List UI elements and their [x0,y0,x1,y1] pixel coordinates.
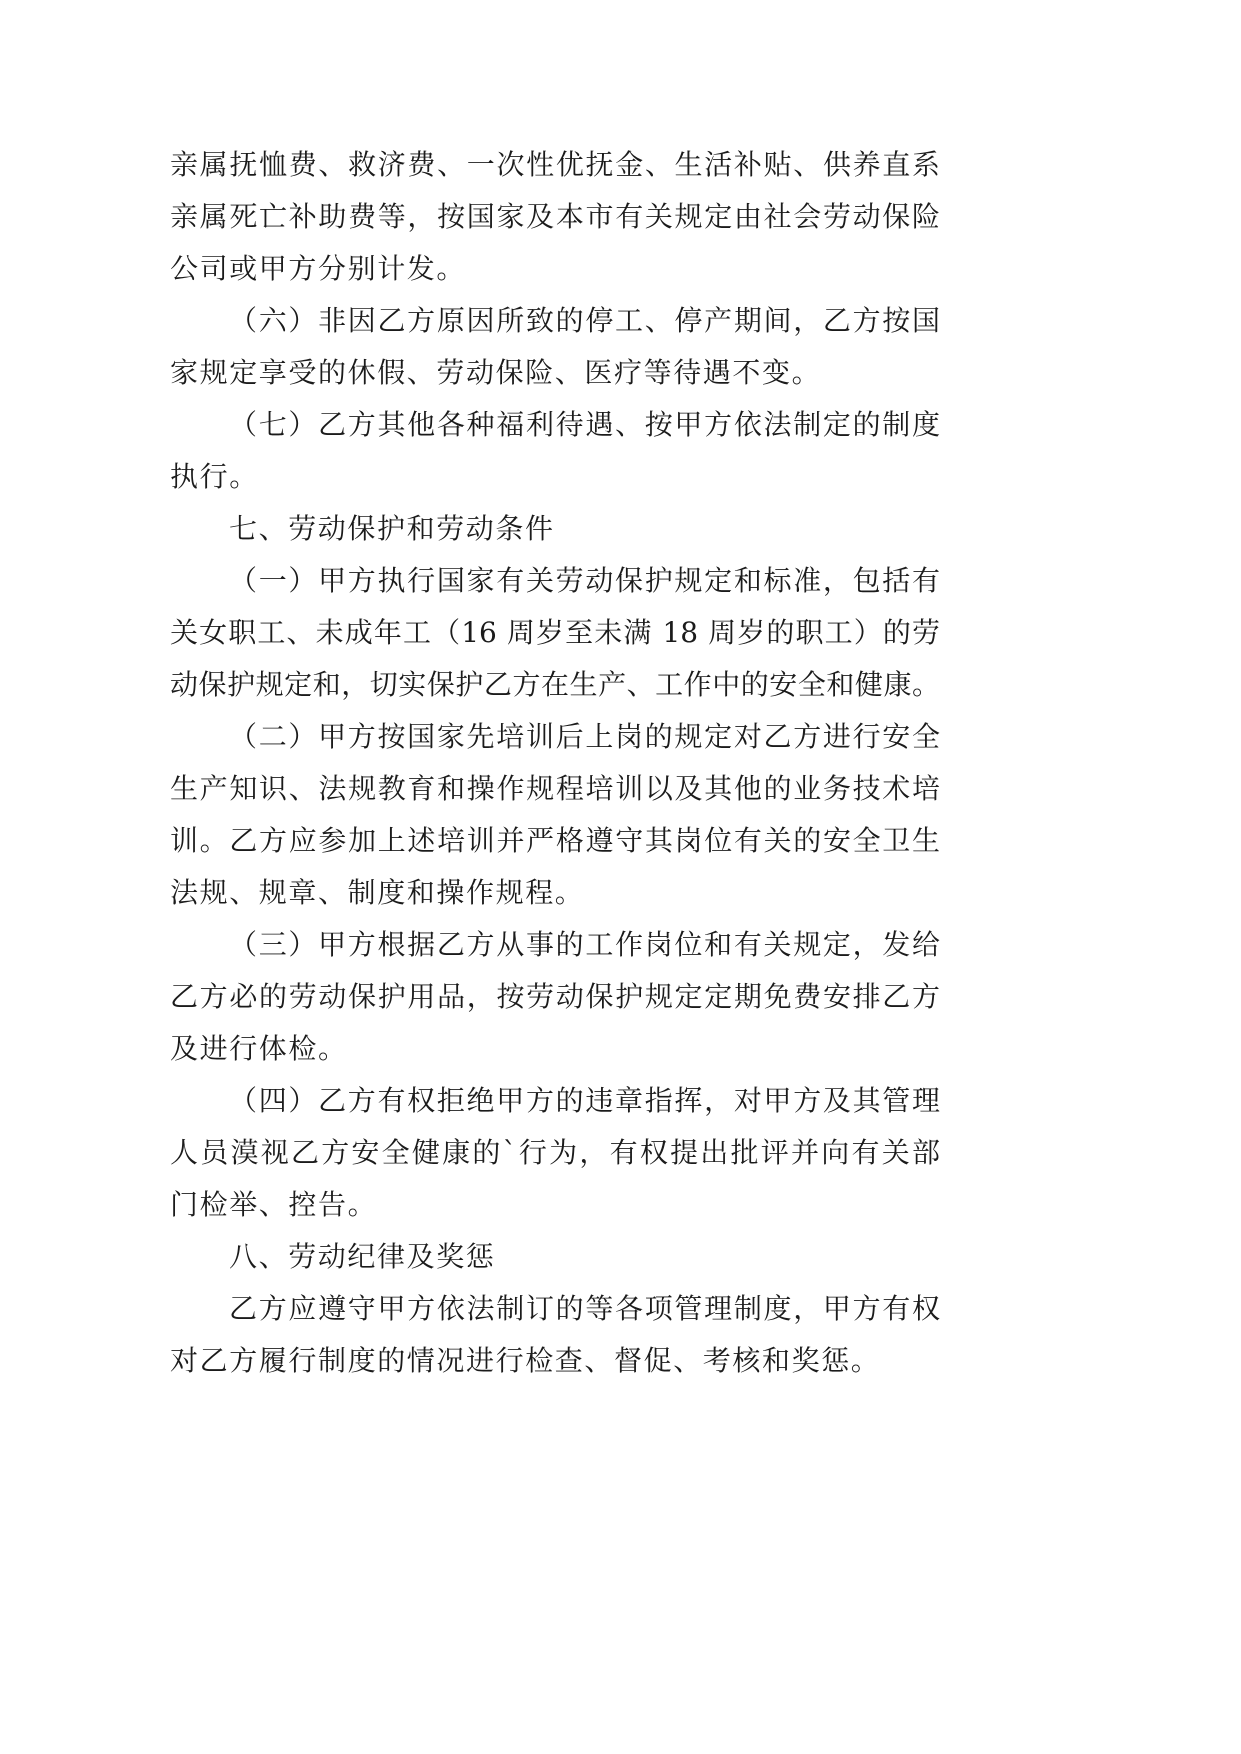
paragraph-line: （六）非因乙方原因所致的停工、停产期间，乙方按国 [229,304,940,337]
paragraph-line: （七）乙方其他各种福利待遇、按甲方依法制定的制度 [229,408,940,441]
paragraph-line: 对乙方履行制度的情况进行检查、督促、考核和奖惩。 [170,1344,881,1377]
paragraph-line: （一）甲方执行国家有关劳动保护规定和标准，包括有 [229,564,940,597]
paragraph-discipline [170,1283,940,1387]
paragraph-line: 法规、规章、制度和操作规程。 [170,876,585,909]
paragraph-line: （四）乙方有权拒绝甲方的违章指挥，对甲方及其管理 [229,1084,940,1117]
paragraph-line: 公司或甲方分别计发。 [170,252,467,285]
paragraph-line: 家规定享受的休假、劳动保险、医疗等待遇不变。 [170,356,822,389]
paragraph-item-2 [170,711,940,919]
section-heading [170,503,940,555]
document-body [170,139,940,1387]
paragraph-line: 门检举、控告。 [170,1188,378,1221]
paragraph-line: 执行。 [170,460,259,493]
paragraph-line: 乙方应遵守甲方依法制订的等各项管理制度，甲方有权 [229,1292,940,1325]
paragraph-line: 及进行体检。 [170,1032,348,1065]
paragraph-continued [170,139,940,295]
section-heading-text: 七、劳动保护和劳动条件 [229,512,555,545]
paragraph-item-4 [170,1075,940,1231]
paragraph-line: （二）甲方按国家先培训后上岗的规定对乙方进行安全 [229,720,940,753]
paragraph-line: 亲属死亡补助费等，按国家及本市有关规定由社会劳动保险 [170,200,940,233]
paragraph-item-7 [170,399,940,503]
paragraph-item-1 [170,555,940,711]
paragraph-item-3 [170,919,940,1075]
section-heading [170,1231,940,1283]
paragraph-line: （三）甲方根据乙方从事的工作岗位和有关规定，发给 [229,928,940,961]
paragraph-item-6 [170,295,940,399]
paragraph-line: 乙方必的劳动保护用品，按劳动保护规定定期免费安排乙方 [170,980,940,1013]
paragraph-line: 人员漠视乙方安全健康的`行为，有权提出批评并向有关部 [170,1136,940,1169]
paragraph-line: 训。乙方应参加上述培训并严格遵守其岗位有关的安全卫生 [170,824,940,857]
paragraph-line: 关女职工、未成年工（16 周岁至未满 18 周岁的职工）的劳 [170,616,940,649]
paragraph-line: 生产知识、法规教育和操作规程培训以及其他的业务技术培 [170,772,940,805]
paragraph-line: 动保护规定和，切实保护乙方在生产、工作中的安全和健康。 [170,668,940,701]
section-heading-text: 八、劳动纪律及奖惩 [229,1240,496,1273]
paragraph-line: 亲属抚恤费、救济费、一次性优抚金、生活补贴、供养直系 [170,148,940,181]
